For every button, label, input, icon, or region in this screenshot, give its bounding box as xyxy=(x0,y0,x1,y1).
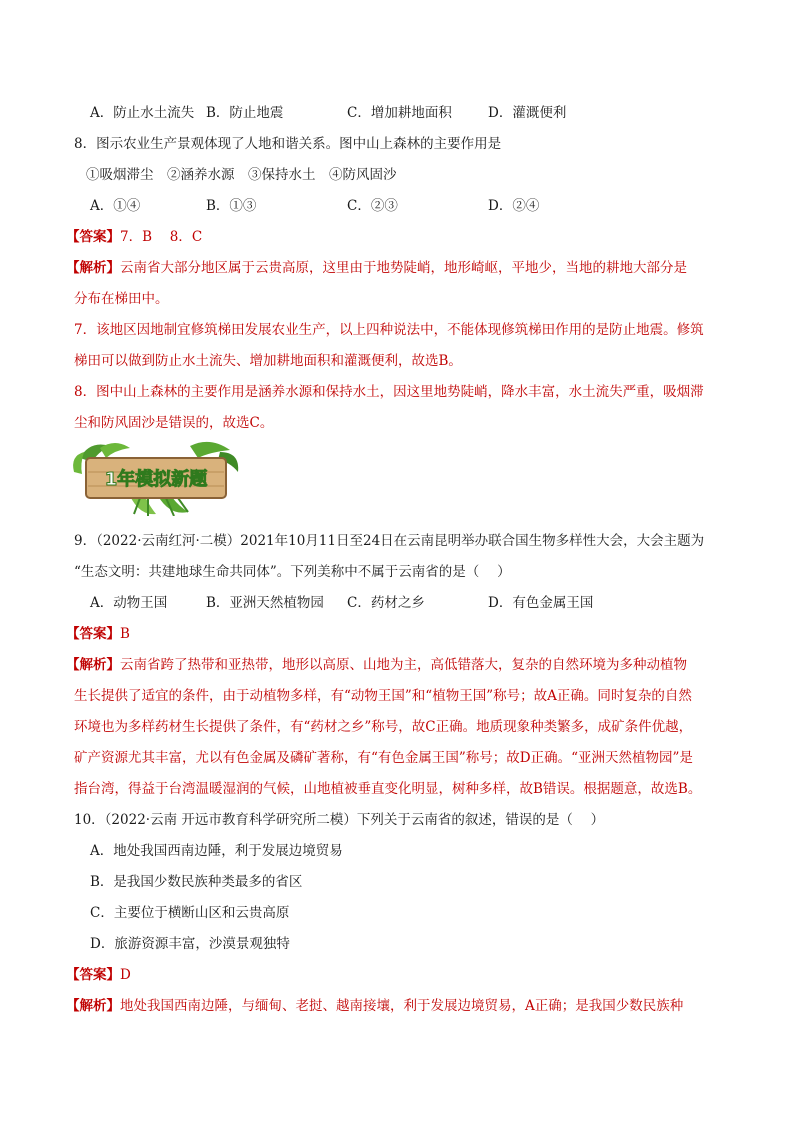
q7-option-d: D．灌溉便利 xyxy=(488,105,567,121)
explanation-7-8-line-2: 分布在梯田中。 xyxy=(74,291,169,307)
q8-option-d: D．②④ xyxy=(488,198,540,214)
explanation-text: 云南省大部分地区属于云贵高原，这里由于地势陡峭，地形崎岖，平地少，当地的耕地大部分是 xyxy=(120,260,687,276)
q10-option-c: C．主要位于横断山区和云贵高原 xyxy=(90,905,290,921)
q7-option-c: C．增加耕地面积 xyxy=(347,105,452,121)
explanation-7-8-line-4: 梯田可以做到防止水土流失、增加耕地面积和灌溉便利，故选B。 xyxy=(74,353,462,369)
q9-option-b: B．亚洲天然植物园 xyxy=(206,595,324,611)
q9-option-a: A．动物王国 xyxy=(90,595,168,611)
explanation-7-8-line-1 xyxy=(66,259,687,277)
q8-stem: 8．图示农业生产景观体现了人地和谐关系。图中山上森林的主要作用是 xyxy=(74,136,502,152)
q9-stem-line-2: “生态文明：共建地球生命共同体”。下列美称中不属于云南省的是（ ） xyxy=(74,564,511,580)
q8-option-c: C．②③ xyxy=(347,198,398,214)
explanation-9-line-1 xyxy=(66,656,687,674)
q9-option-d: D．有色金属王国 xyxy=(488,595,594,611)
explanation-tag: 【解析】 xyxy=(66,657,120,673)
answer-tag: 【答案】 xyxy=(66,626,120,642)
q10-option-d: D．旅游资源丰富，沙漠景观独特 xyxy=(90,936,290,952)
q10-option-b: B．是我国少数民族种类最多的省区 xyxy=(90,874,303,890)
explanation-7-8-line-5: 8．图中山上森林的主要作用是涵养水源和保持水土，因这里地势陡峭，降水丰富，水土流失严重，吸烟滞 xyxy=(74,384,704,400)
explanation-tag: 【解析】 xyxy=(66,998,120,1014)
q10-stem: 10．（2022·云南 开远市教育科学研究所二模）下列关于云南省的叙述，错误的是（ ） xyxy=(74,812,605,828)
explanation-7-8-line-6: 尘和防风固沙是错误的，故选C。 xyxy=(74,415,274,431)
answer-10 xyxy=(66,966,131,984)
answer-7-8 xyxy=(66,228,202,246)
explanation-tag: 【解析】 xyxy=(66,260,120,276)
q8-option-b: B．①③ xyxy=(206,198,257,214)
explanation-9-line-3: 环境也为多样药材生长提供了条件，有“药材之乡”称号，故C正确。地质现象种类繁多，成矿条件优越， xyxy=(74,719,693,735)
section-banner xyxy=(70,438,242,516)
banner-title: 1年模拟新题 xyxy=(104,469,208,490)
q9-stem-line-1: 9．（2022·云南红河·二模）2021年10月11日至24日在云南昆明举办联合国生物多样性大会，大会主题为 xyxy=(74,533,705,549)
answer-9 xyxy=(66,625,130,643)
explanation-7-8-line-3: 7．该地区因地制宜修筑梯田发展农业生产，以上四种说法中，不能体现修筑梯田作用的是防止地震。修筑 xyxy=(74,322,704,338)
q7-option-b: B．防止地震 xyxy=(206,105,284,121)
q9-option-c: C．药材之乡 xyxy=(347,595,425,611)
explanation-9-line-5: 指台湾，得益于台湾温暖湿润的气候，山地植被垂直变化明显，树种多样，故B错误。根据题意，故选B。 xyxy=(74,781,702,797)
explanation-text: 云南省跨了热带和亚热带，地形以高原、山地为主，高低错落大，复杂的自然环境为多种动植物 xyxy=(120,657,687,673)
explanation-9-line-4: 矿产资源尤其丰富，尤以有色金属及磷矿著称，有“有色金属王国”称号；故D正确。“亚洲天然植物园”是 xyxy=(74,750,693,766)
answer-tag: 【答案】 xyxy=(66,229,120,245)
answer-tag: 【答案】 xyxy=(66,967,120,983)
explanation-text: 地处我国西南边陲，与缅甸、老挝、越南接壤，利于发展边境贸易，A正确；是我国少数民族种 xyxy=(120,998,684,1014)
explanation-10-line-1 xyxy=(66,997,683,1015)
q7-option-a: A．防止水土流失 xyxy=(90,105,195,121)
q10-option-a: A．地处我国西南边陲，利于发展边境贸易 xyxy=(90,843,343,859)
answer-text: 7．B 8．C xyxy=(120,229,203,245)
explanation-9-line-2: 生长提供了适宜的条件，由于动植物多样，有“动物王国”和“植物王国”称号；故A正确。同时复杂的自然 xyxy=(74,688,692,704)
answer-text: D xyxy=(120,967,131,983)
q8-option-a: A．①④ xyxy=(90,198,141,214)
q8-items: ①吸烟滞尘 ②涵养水源 ③保持水土 ④防风固沙 xyxy=(86,167,397,183)
answer-text: B xyxy=(120,626,130,642)
